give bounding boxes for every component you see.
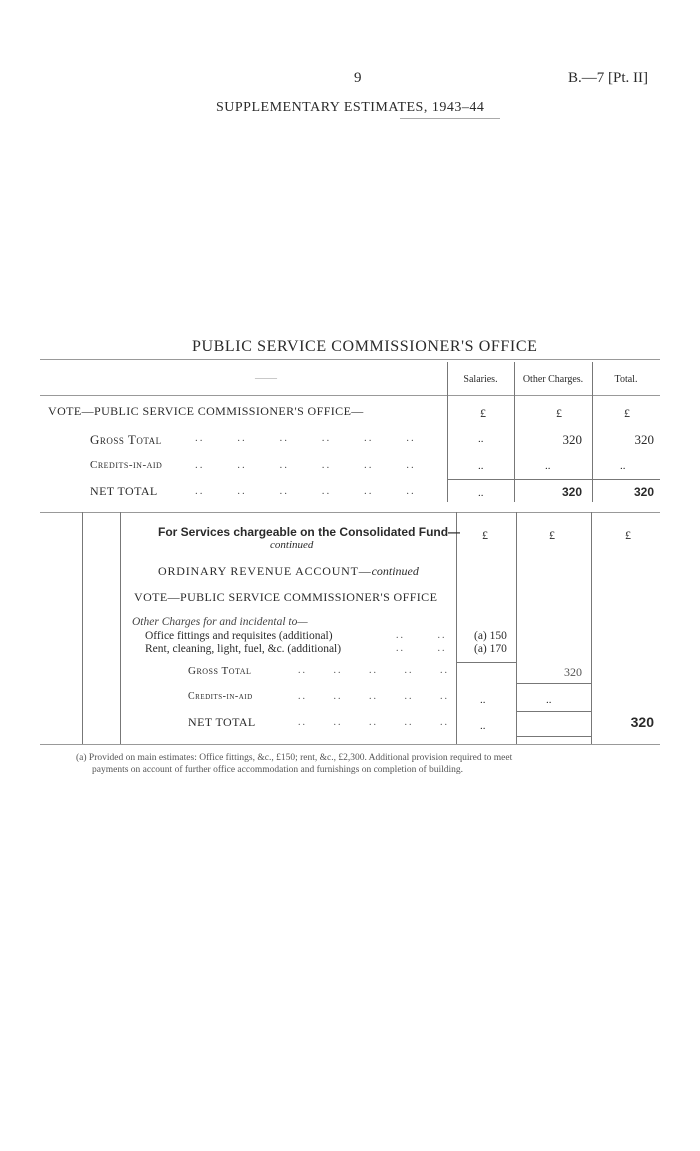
salaries-column-header: Salaries. xyxy=(463,374,498,385)
gross-total-label: Gross Total xyxy=(188,665,252,677)
blank-column-header: —— xyxy=(255,372,277,384)
credits-total: .. xyxy=(620,460,626,472)
page-number: 9 xyxy=(354,70,362,86)
detail-col-divider xyxy=(456,512,457,744)
footnote-line: (a) Provided on main estimates: Office fittings, &c., £150; rent, &c., £2,300. Additional provision required to meet xyxy=(76,753,513,763)
credits-salaries: .. xyxy=(478,460,484,472)
credits-rule xyxy=(516,683,591,684)
gross-total-rule xyxy=(456,662,516,663)
vote-heading: VOTE—PUBLIC SERVICE COMMISSIONER'S OFFICE xyxy=(134,590,438,604)
detail-col-divider xyxy=(82,512,83,744)
leader-dots: .. .. .. .. .. xyxy=(298,665,449,676)
credits-value: .. xyxy=(480,694,486,706)
total-column-header: Total. xyxy=(614,374,638,385)
currency-symbol: £ xyxy=(624,406,630,420)
running-title: SUPPLEMENTARY ESTIMATES, 1943–44 xyxy=(216,100,485,115)
item-label: Office fittings and requisites (additional) xyxy=(145,630,333,642)
leader-dots: .. .. .. .. .. xyxy=(298,691,449,702)
currency-symbol: £ xyxy=(480,406,486,420)
summary-top-rule xyxy=(40,359,660,360)
currency-symbol: £ xyxy=(556,406,562,420)
gross-total-salaries: .. xyxy=(478,433,484,445)
gross-total-value: 320 xyxy=(564,665,582,679)
detail-col-divider xyxy=(591,512,592,744)
item-amount: (a) 150 xyxy=(474,630,507,642)
item-amount: (a) 170 xyxy=(474,643,507,655)
other-charges-column-header: Other Charges. xyxy=(522,374,584,385)
fund-heading: For Services chargeable on the Consolidated Fund— xyxy=(158,525,461,539)
detail-top-rule xyxy=(40,512,660,513)
net-total-label: NET TOTAL xyxy=(90,484,158,498)
credits-in-aid-label: Credits-in-aid xyxy=(90,459,163,471)
vote-label: VOTE—PUBLIC SERVICE COMMISSIONER'S OFFICE— xyxy=(48,404,364,418)
document-reference: B.—7 [Pt. II] xyxy=(568,70,648,86)
gross-total-total: 320 xyxy=(634,432,654,447)
office-title: PUBLIC SERVICE COMMISSIONER'S OFFICE xyxy=(192,338,538,355)
footnote-line: payments on account of further office accommodation and furnishings on completion of building. xyxy=(92,765,464,775)
gross-total-label: Gross Total xyxy=(90,432,162,447)
currency-symbol: £ xyxy=(625,528,631,542)
currency-symbol: £ xyxy=(549,528,555,542)
net-total-rule xyxy=(516,736,591,737)
leader-dots: .. .. xyxy=(396,643,447,654)
net-total-rule xyxy=(516,711,591,712)
leader-dots: .. .. .. .. .. .. xyxy=(195,459,416,471)
credits-in-aid-label: Credits-in-aid xyxy=(188,691,253,702)
header-rule xyxy=(400,118,500,119)
net-total-label: NET TOTAL xyxy=(188,715,256,729)
account-continued: continued xyxy=(371,564,419,578)
leader-dots: .. .. .. .. .. .. xyxy=(195,485,416,497)
leader-dots: .. .. .. .. .. xyxy=(298,717,449,728)
leader-dots: .. .. xyxy=(396,630,447,641)
detail-col-divider xyxy=(120,512,121,744)
net-total-salaries: .. xyxy=(478,487,484,499)
account-heading xyxy=(158,564,419,579)
gross-total-other: 320 xyxy=(562,432,582,447)
credits-value: .. xyxy=(546,694,552,706)
net-total-rule xyxy=(447,479,660,480)
net-total-value: 320 xyxy=(630,714,654,730)
net-total-credits: .. xyxy=(480,720,486,732)
net-total-total: 320 xyxy=(633,485,654,499)
credits-other: .. xyxy=(545,460,551,472)
account-heading-text: ORDINARY REVENUE ACCOUNT— xyxy=(158,564,372,578)
summary-header-rule xyxy=(40,395,660,396)
detail-bottom-rule xyxy=(40,744,660,745)
detail-col-divider xyxy=(516,512,517,744)
item-label: Rent, cleaning, light, fuel, &c. (additional) xyxy=(145,643,342,655)
currency-symbol: £ xyxy=(482,528,488,542)
fund-continued: continued xyxy=(270,539,314,551)
other-charges-heading: Other Charges for and incidental to— xyxy=(132,616,308,628)
leader-dots: .. .. .. .. .. .. xyxy=(195,432,416,444)
net-total-other: 320 xyxy=(561,485,582,499)
